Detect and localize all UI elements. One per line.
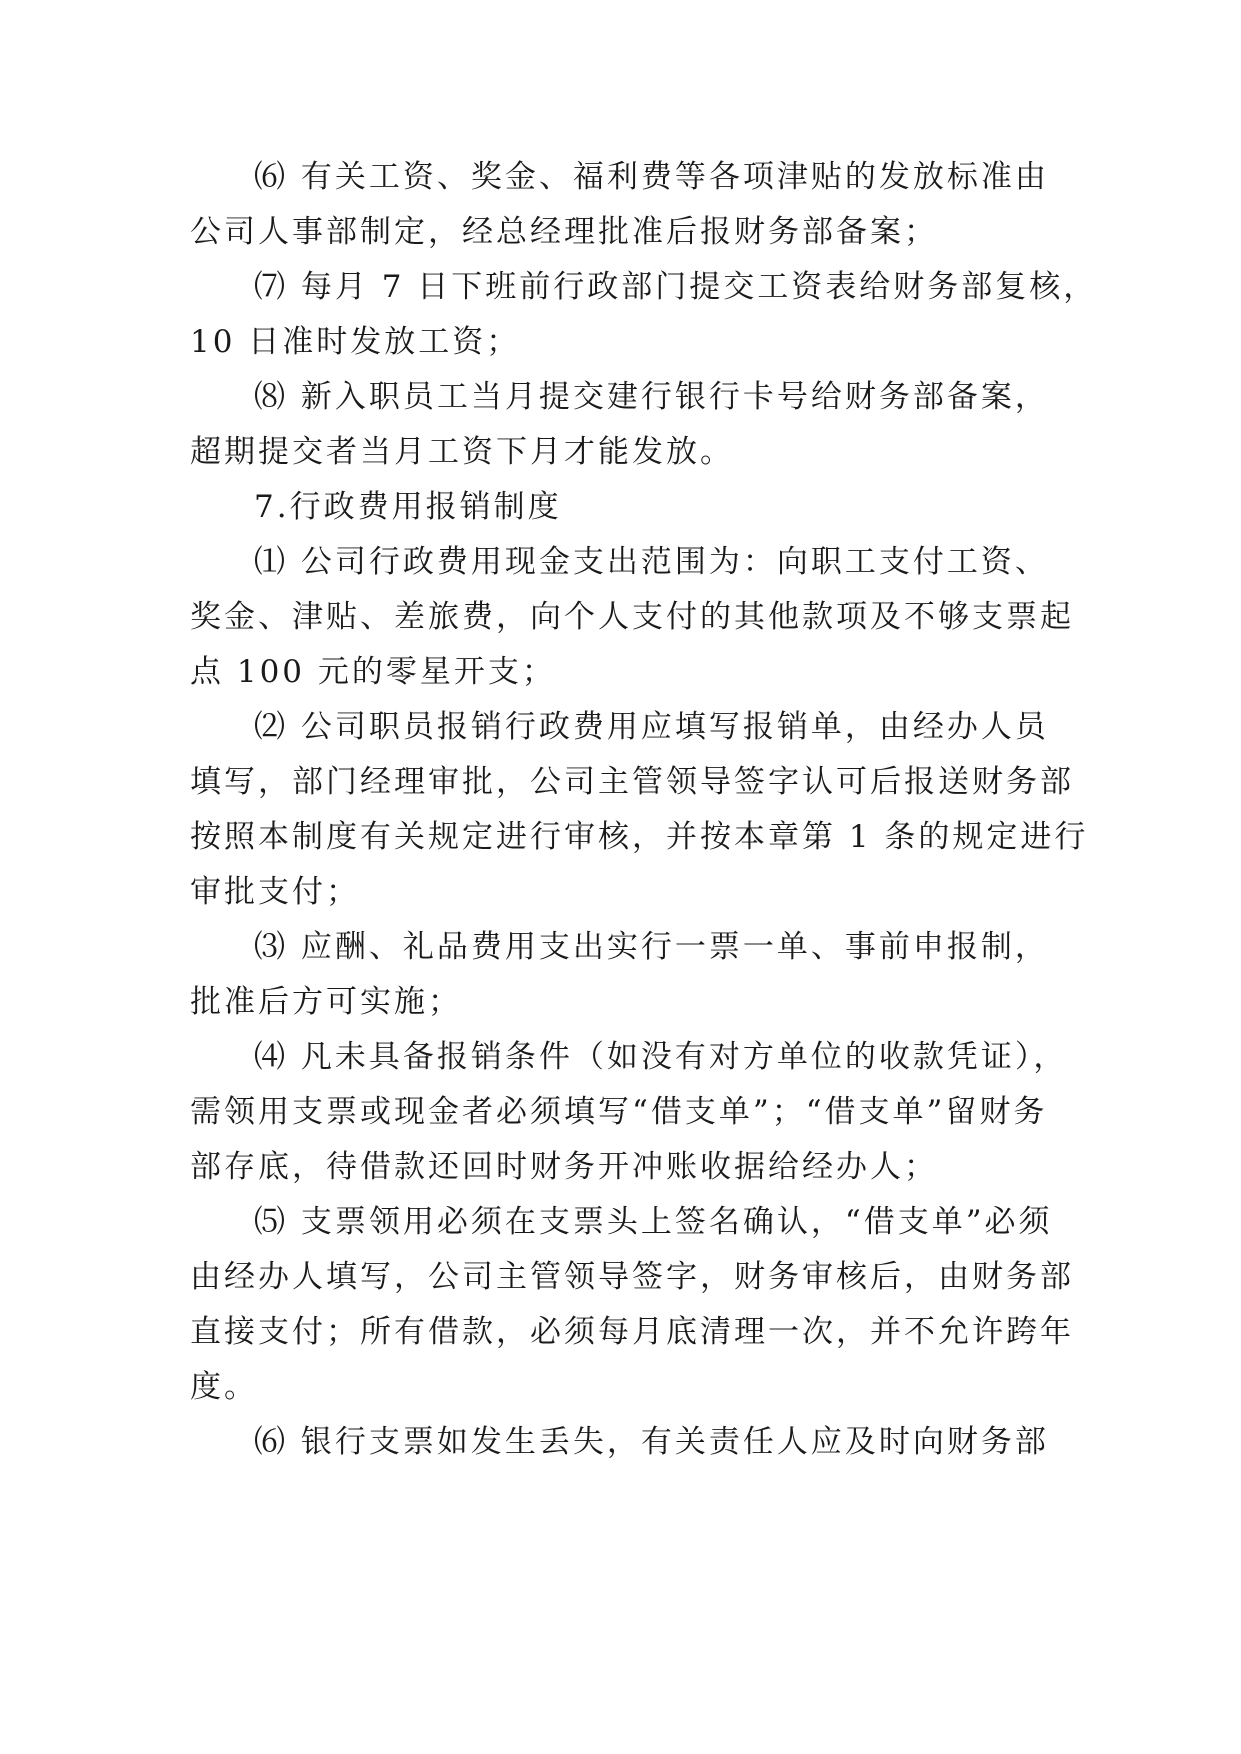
text-line: 批准后方可实施；: [190, 984, 462, 1020]
text-line: 填写，部门经理审批，公司主管领导签字认可后报送财务部: [190, 764, 1074, 800]
text-line: 直接支付；所有借款，必须每月底清理一次，并不允许跨年: [190, 1314, 1074, 1350]
text-line: ⑴ 公司行政费用现金支出范围为：向职工支付工资、: [254, 544, 1049, 580]
text-line: ⑸ 支票领用必须在支票头上签名确认，“借支单”必须: [254, 1204, 1053, 1240]
text-line: ⑷ 凡未具备报销条件（如没有对方单位的收款凭证），: [254, 1039, 1068, 1075]
text-line: 按照本制度有关规定进行审核，并按本章第 1 条的规定进行: [190, 819, 1089, 855]
text-line: 公司人事部制定，经总经理批准后报财务部备案；: [190, 214, 938, 250]
section-heading: 7.行政费用报销制度: [254, 489, 562, 525]
text-line: 部存底，待借款还回时财务开冲账收据给经办人；: [190, 1149, 938, 1185]
text-line: ⑹ 银行支票如发生丢失，有关责任人应及时向财务部: [254, 1424, 1049, 1460]
text-line: 度。: [190, 1369, 258, 1405]
text-line: ⑺ 每月 7 日下班前行政部门提交工资表给财务部复核，: [254, 269, 1098, 305]
text-line: ⑵ 公司职员报销行政费用应填写报销单，由经办人员: [254, 709, 1049, 745]
text-line: 超期提交者当月工资下月才能发放。: [190, 434, 734, 470]
text-line: 审批支付；: [190, 874, 360, 910]
text-line: 点 100 元的零星开支；: [190, 654, 556, 690]
text-line: 奖金、津贴、差旅费，向个人支付的其他款项及不够支票起: [190, 599, 1074, 635]
text-line: 由经办人填写，公司主管领导签字，财务审核后，由财务部: [190, 1259, 1074, 1295]
text-line: 10 日准时发放工资；: [190, 324, 521, 360]
text-line: ⑶ 应酬、礼品费用支出实行一票一单、事前申报制，: [254, 929, 1049, 965]
text-line: 需领用支票或现金者必须填写“借支单”；“借支单”留财务: [190, 1094, 1048, 1130]
text-line: ⑻ 新入职员工当月提交建行银行卡号给财务部备案，: [254, 379, 1049, 415]
text-line: ⑹ 有关工资、奖金、福利费等各项津贴的发放标准由: [254, 159, 1049, 195]
